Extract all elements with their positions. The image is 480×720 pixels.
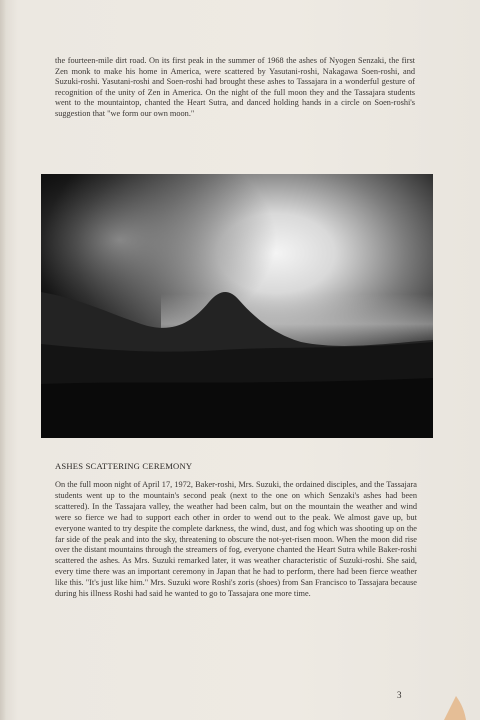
top-paragraph: the fourteen-mile dirt road. On its first peak in the summer of 1968 the ashes of Nyogen Senzaki, the first Zen monk to make his home in America, were scattered by Yasutani-roshi, Nakagawa Soen-roshi, and Suzuki-roshi. Yasutani-roshi and Soen-roshi had brought these ashes to Tassajara in a wonderful gesture of recognition of the unity of Zen in America. On the night of the full moon they and the Tassajara students went to the mountaintop, chanted the Heart Sutra, and danced holding hands in a circle on Soen-roshi's suggestion that "we form our own moon." <box>55 56 415 118</box>
page-number: 3 <box>397 690 402 700</box>
body-paragraph: On the full moon night of April 17, 1972, Baker-roshi, Mrs. Suzuki, the ordained disciples, and the Tassajara students went up to the mountain's second peak (next to the one on which Senzaki's ashes had been scattered). In the Tassajara valley, the weather had been calm, but on the mountain the weather and wind were so fierce we had to support each other in order to wend out to the peak. We almost gave up, but everyone wanted to try despite the complete darkness, the wind, dust, and fog which was shooting up on the far side of the peak and into the sky, threatening to obscure the not-yet-risen moon. When the moon did rise over the distant mountains through the streamers of fog, everyone chanted the Heart Sutra while Baker-roshi scattered the ashes. As Mrs. Suzuki remarked later, it was weather characteristic of Suzuki-roshi. She said, every time there was an important ceremony in Japan that he had to perform, there had been fierce weather like this. "It's just like him." Mrs. Suzuki wore Roshi's zoris (shoes) from San Francisco to Tassajara because during his illness Roshi had said he wanted to go to Tassajara one more time. <box>55 480 417 599</box>
fog-mountain-image <box>41 174 433 438</box>
corner-stain-mark <box>438 694 468 720</box>
section-heading: ASHES SCATTERING CEREMONY <box>55 461 193 471</box>
page-spine-shadow <box>0 0 6 720</box>
moonrise-photograph <box>41 174 433 438</box>
